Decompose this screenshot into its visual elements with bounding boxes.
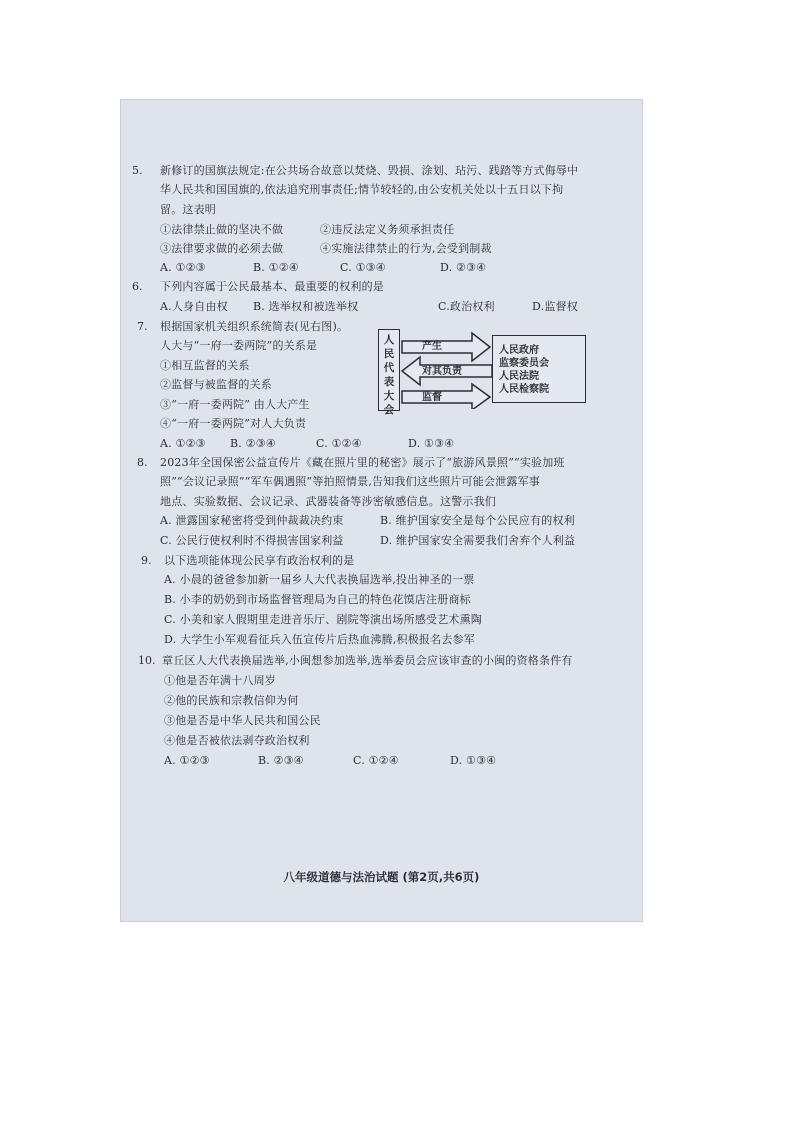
q7-statement-1: ①相互监督的关系 — [160, 359, 250, 372]
q7-option-d: D. ①③④ — [408, 437, 455, 450]
q10-stem: 章丘区人大代表换届选举,小闽想参加选举,选举委员会应该审查的小闽的资格条件有 — [162, 654, 573, 667]
organ-court: 人民法院 — [499, 371, 539, 382]
q5-line-3: 留。这表明 — [160, 203, 216, 216]
q10-statement-4: ④他是否被依法剥夺政治权利 — [164, 734, 310, 747]
q5-line-1: 新修订的国旗法规定:在公共场合故意以焚烧、毁损、涂划、玷污、践踏等方式侮辱中 — [160, 164, 579, 177]
q5-option-b: B. ①②④ — [253, 261, 299, 274]
q10-statement-2: ②他的民族和宗教信仰为何 — [164, 694, 299, 707]
q5-statement-1: ①法律禁止做的坚决不做 — [160, 223, 284, 236]
q7-statement-4: ④“一府一委两院”对人大负责 — [160, 417, 307, 430]
q6-option-a: A.人身自由权 — [160, 300, 228, 313]
q10-option-d: D. ①③④ — [450, 754, 497, 767]
q6-option-c: C.政治权利 — [438, 300, 495, 313]
q6-option-d: D.监督权 — [532, 300, 578, 313]
q7-statement-2: ②监督与被监督的关系 — [160, 378, 272, 391]
q6-option-b: B. 选举权和被选举权 — [253, 300, 359, 313]
q9-option-a: A. 小晨的爸爸参加新一届乡人大代表换届选举,投出神圣的一票 — [164, 573, 475, 586]
q7-statement-3: ③“一府一委两院” 由人大产生 — [160, 398, 310, 411]
q5-line-2: 华人民共和国国旗的,依法追究刑事责任;情节较轻的,由公安机关处以十五日以下拘 — [160, 183, 564, 196]
q5-statement-3: ③法律要求做的必须去做 — [160, 242, 284, 255]
q6-stem: 下列内容属于公民最基本、最重要的权利的是 — [160, 280, 384, 293]
q9-option-b: B. 小李的奶奶到市场监督管理局为自己的特色花馍店注册商标 — [164, 593, 471, 606]
q8-option-b: B. 维护国家安全是每个公民应有的权利 — [380, 514, 575, 527]
organ-supervision: 监察委员会 — [499, 358, 549, 369]
q7-option-a: A. ①②③ — [160, 437, 206, 450]
q9-option-d: D. 大学生小军观看征兵入伍宣传片后热血沸腾,积极报名去参军 — [164, 633, 475, 646]
q8-option-a: A. 泄露国家秘密将受到仲裁裁决约束 — [160, 514, 344, 527]
q10-number: 10. — [138, 654, 156, 667]
produce-label: 产生 — [422, 341, 442, 352]
q8-line-3: 地点、实验数据、会议记录、武器装备等涉密敏感信息。这警示我们 — [160, 495, 496, 508]
q8-line-2: 照”“会议记录照”“军车偶遇照”等拍照情景,告知我们这些照片可能会泄露军事 — [160, 475, 541, 488]
responsible-label: 对其负责 — [422, 366, 462, 377]
q10-statement-3: ③他是否是中华人民共和国公民 — [164, 714, 321, 727]
organs-box — [492, 335, 586, 403]
q5-statement-2: ②违反法定义务须承担责任 — [320, 223, 455, 236]
organ-government: 人民政府 — [499, 345, 539, 356]
q5-option-a: A. ①②③ — [160, 261, 206, 274]
q9-stem: 以下选项能体现公民享有政治权利的是 — [164, 554, 355, 567]
q9-option-c: C. 小美和家人假期里走进音乐厅、剧院等演出场所感受艺术熏陶 — [164, 613, 483, 626]
q7-stem-2: 人大与“一府一委两院”的关系是 — [160, 339, 318, 352]
q10-option-c: C. ①②④ — [353, 754, 399, 767]
q7-number: 7. — [137, 320, 148, 333]
q6-number: 6. — [132, 280, 143, 293]
npc-box — [378, 329, 400, 416]
q10-option-b: B. ②③④ — [258, 754, 304, 767]
q5-number: 5. — [132, 164, 143, 177]
supervise-label: 监督 — [422, 392, 442, 403]
q8-option-c: C. 公民行使权利时不得损害国家利益 — [160, 534, 344, 547]
exam-page — [120, 99, 643, 922]
q8-option-d: D. 维护国家安全需要我们舍弃个人利益 — [380, 534, 576, 547]
q7-option-b: B. ②③④ — [230, 437, 276, 450]
q8-line-1: 2023年全国保密公益宣传片《藏在照片里的秘密》展示了“旅游风景照”“实验加班 — [160, 456, 565, 469]
q7-stem: 根据国家机关组织系统简表(见右图)。 — [160, 320, 349, 333]
state-organ-diagram — [378, 329, 598, 416]
q10-option-a: A. ①②③ — [164, 754, 210, 767]
q5-statement-4: ④实施法律禁止的行为,会受到制裁 — [320, 242, 492, 255]
npc-label: 人民代表大会 — [383, 334, 395, 416]
q5-option-c: C. ①③④ — [340, 261, 386, 274]
produce-arrow — [402, 333, 490, 361]
organ-procuratorate: 人民检察院 — [499, 384, 549, 395]
supervise-arrow — [402, 384, 490, 409]
page-footer: 八年级道德与法治试题 (第2页,共6页) — [283, 870, 480, 884]
q7-option-c: C. ①②④ — [316, 437, 362, 450]
q9-number: 9. — [141, 554, 152, 567]
q8-number: 8. — [137, 456, 148, 469]
q5-option-d: D. ②③④ — [440, 261, 487, 274]
organs-list — [499, 344, 549, 396]
q10-statement-1: ①他是否年满十八周岁 — [164, 674, 276, 687]
